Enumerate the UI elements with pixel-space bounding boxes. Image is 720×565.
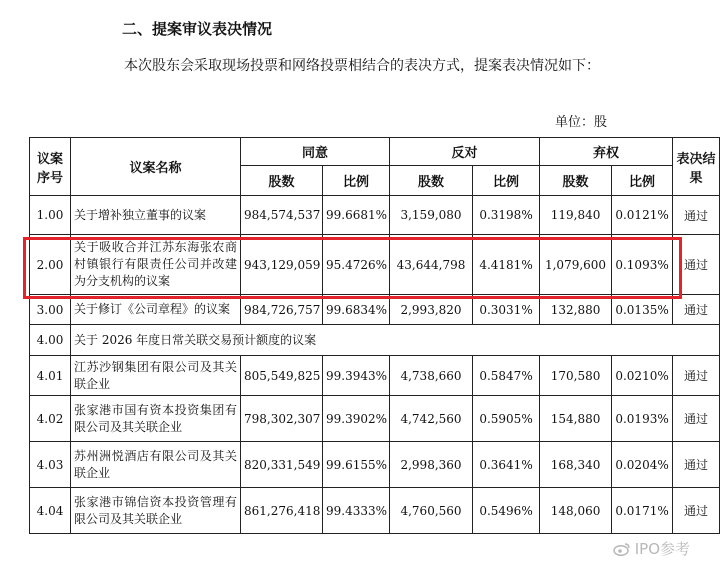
table-row	[30, 325, 720, 356]
header-name: 议案名称	[71, 138, 241, 196]
header-oppose-shares: 股数	[390, 166, 473, 196]
row-name: 张家港市锦信资本投资管理有限公司及其关联企业	[71, 488, 241, 534]
row-agree-shares: 984,574,537	[241, 196, 323, 235]
row-name: 苏州洲悦酒店有限公司及其关联企业	[71, 442, 241, 488]
row-oppose-shares: 43,644,798	[390, 235, 473, 295]
row-result: 通过	[673, 295, 720, 325]
row-name: 江苏沙钢集团有限公司及其关联企业	[71, 356, 241, 396]
row-oppose-shares: 4,760,560	[390, 488, 473, 534]
row-oppose-shares: 3,159,080	[390, 196, 473, 235]
row-agree-shares: 805,549,825	[241, 356, 323, 396]
row-abstain-shares: 154,880	[540, 396, 612, 442]
row-seq: 4.03	[30, 442, 71, 488]
weibo-icon	[613, 542, 631, 556]
row-abstain-ratio: 0.0121%	[612, 196, 673, 235]
table-row	[30, 196, 720, 235]
row-seq: 4.04	[30, 488, 71, 534]
table-row	[30, 295, 720, 325]
table-row	[30, 488, 720, 534]
row-agree-ratio: 99.3943%	[323, 356, 390, 396]
row-oppose-ratio: 4.4181%	[473, 235, 540, 295]
row-name: 关于增补独立董事的议案	[71, 196, 241, 235]
header-abstain: 弃权	[540, 138, 673, 166]
row-agree-shares: 861,276,418	[241, 488, 323, 534]
header-oppose: 反对	[390, 138, 540, 166]
watermark	[613, 538, 690, 559]
row-name: 关于修订《公司章程》的议案	[71, 295, 241, 325]
row-agree-ratio: 95.4726%	[323, 235, 390, 295]
vote-results-table	[29, 137, 720, 534]
row-agree-ratio: 99.6155%	[323, 442, 390, 488]
row-abstain-ratio: 0.0193%	[612, 396, 673, 442]
table-row	[30, 356, 720, 396]
row-oppose-shares: 4,742,560	[390, 396, 473, 442]
intro-paragraph: 本次股东会采取现场投票和网络投票相结合的表决方式，提案表决情况如下：	[124, 58, 600, 74]
row-oppose-shares: 2,998,360	[390, 442, 473, 488]
row-seq: 3.00	[30, 295, 71, 325]
row-oppose-ratio: 0.5847%	[473, 356, 540, 396]
row-oppose-ratio: 0.3198%	[473, 196, 540, 235]
header-agree-shares: 股数	[241, 166, 323, 196]
row-result: 通过	[673, 356, 720, 396]
row-abstain-ratio: 0.0135%	[612, 295, 673, 325]
row-abstain-shares: 1,079,600	[540, 235, 612, 295]
row-abstain-ratio: 0.0204%	[612, 442, 673, 488]
watermark-text: IPO参考	[634, 540, 690, 558]
table-row	[30, 442, 720, 488]
row-result: 通过	[673, 442, 720, 488]
row-abstain-shares: 119,840	[540, 196, 612, 235]
section-heading: 二、提案审议表决情况	[122, 20, 273, 38]
table-row	[30, 396, 720, 442]
row-seq: 4.01	[30, 356, 71, 396]
row-oppose-ratio: 0.5905%	[473, 396, 540, 442]
unit-label: 单位：股	[555, 115, 608, 130]
row-abstain-ratio: 0.1093%	[612, 235, 673, 295]
header-agree-ratio: 比例	[323, 166, 390, 196]
header-abstain-ratio: 比例	[612, 166, 673, 196]
row-oppose-shares: 2,993,820	[390, 295, 473, 325]
row-oppose-shares: 4,738,660	[390, 356, 473, 396]
row-seq: 1.00	[30, 196, 71, 235]
row-seq: 4.00	[30, 325, 71, 356]
row-result: 通过	[673, 396, 720, 442]
row-agree-ratio: 99.6834%	[323, 295, 390, 325]
row-seq: 2.00	[30, 235, 71, 295]
header-agree: 同意	[241, 138, 390, 166]
row-oppose-ratio: 0.3641%	[473, 442, 540, 488]
header-result: 表决结果	[673, 138, 720, 196]
row-agree-shares: 943,129,059	[241, 235, 323, 295]
header-seq: 议案序号	[30, 138, 71, 196]
row-abstain-shares: 132,880	[540, 295, 612, 325]
row-seq: 4.02	[30, 396, 71, 442]
row-agree-ratio: 99.4333%	[323, 488, 390, 534]
row-agree-shares: 798,302,307	[241, 396, 323, 442]
row-abstain-shares: 148,060	[540, 488, 612, 534]
row-agree-shares: 984,726,757	[241, 295, 323, 325]
row-name: 关于 2026 年度日常关联交易预计额度的议案	[71, 325, 720, 356]
row-abstain-shares: 168,340	[540, 442, 612, 488]
row-abstain-ratio: 0.0171%	[612, 488, 673, 534]
row-oppose-ratio: 0.3031%	[473, 295, 540, 325]
header-abstain-shares: 股数	[540, 166, 612, 196]
header-oppose-ratio: 比例	[473, 166, 540, 196]
row-name: 张家港市国有资本投资集团有限公司及其关联企业	[71, 396, 241, 442]
row-agree-shares: 820,331,549	[241, 442, 323, 488]
row-oppose-ratio: 0.5496%	[473, 488, 540, 534]
row-abstain-shares: 170,580	[540, 356, 612, 396]
row-agree-ratio: 99.6681%	[323, 196, 390, 235]
row-name: 关于吸收合并江苏东海张农商村镇银行有限责任公司并改建为分支机构的议案	[71, 235, 241, 295]
table-row	[30, 235, 720, 295]
row-result: 通过	[673, 235, 720, 295]
row-agree-ratio: 99.3902%	[323, 396, 390, 442]
row-result: 通过	[673, 196, 720, 235]
row-abstain-ratio: 0.0210%	[612, 356, 673, 396]
row-result: 通过	[673, 488, 720, 534]
